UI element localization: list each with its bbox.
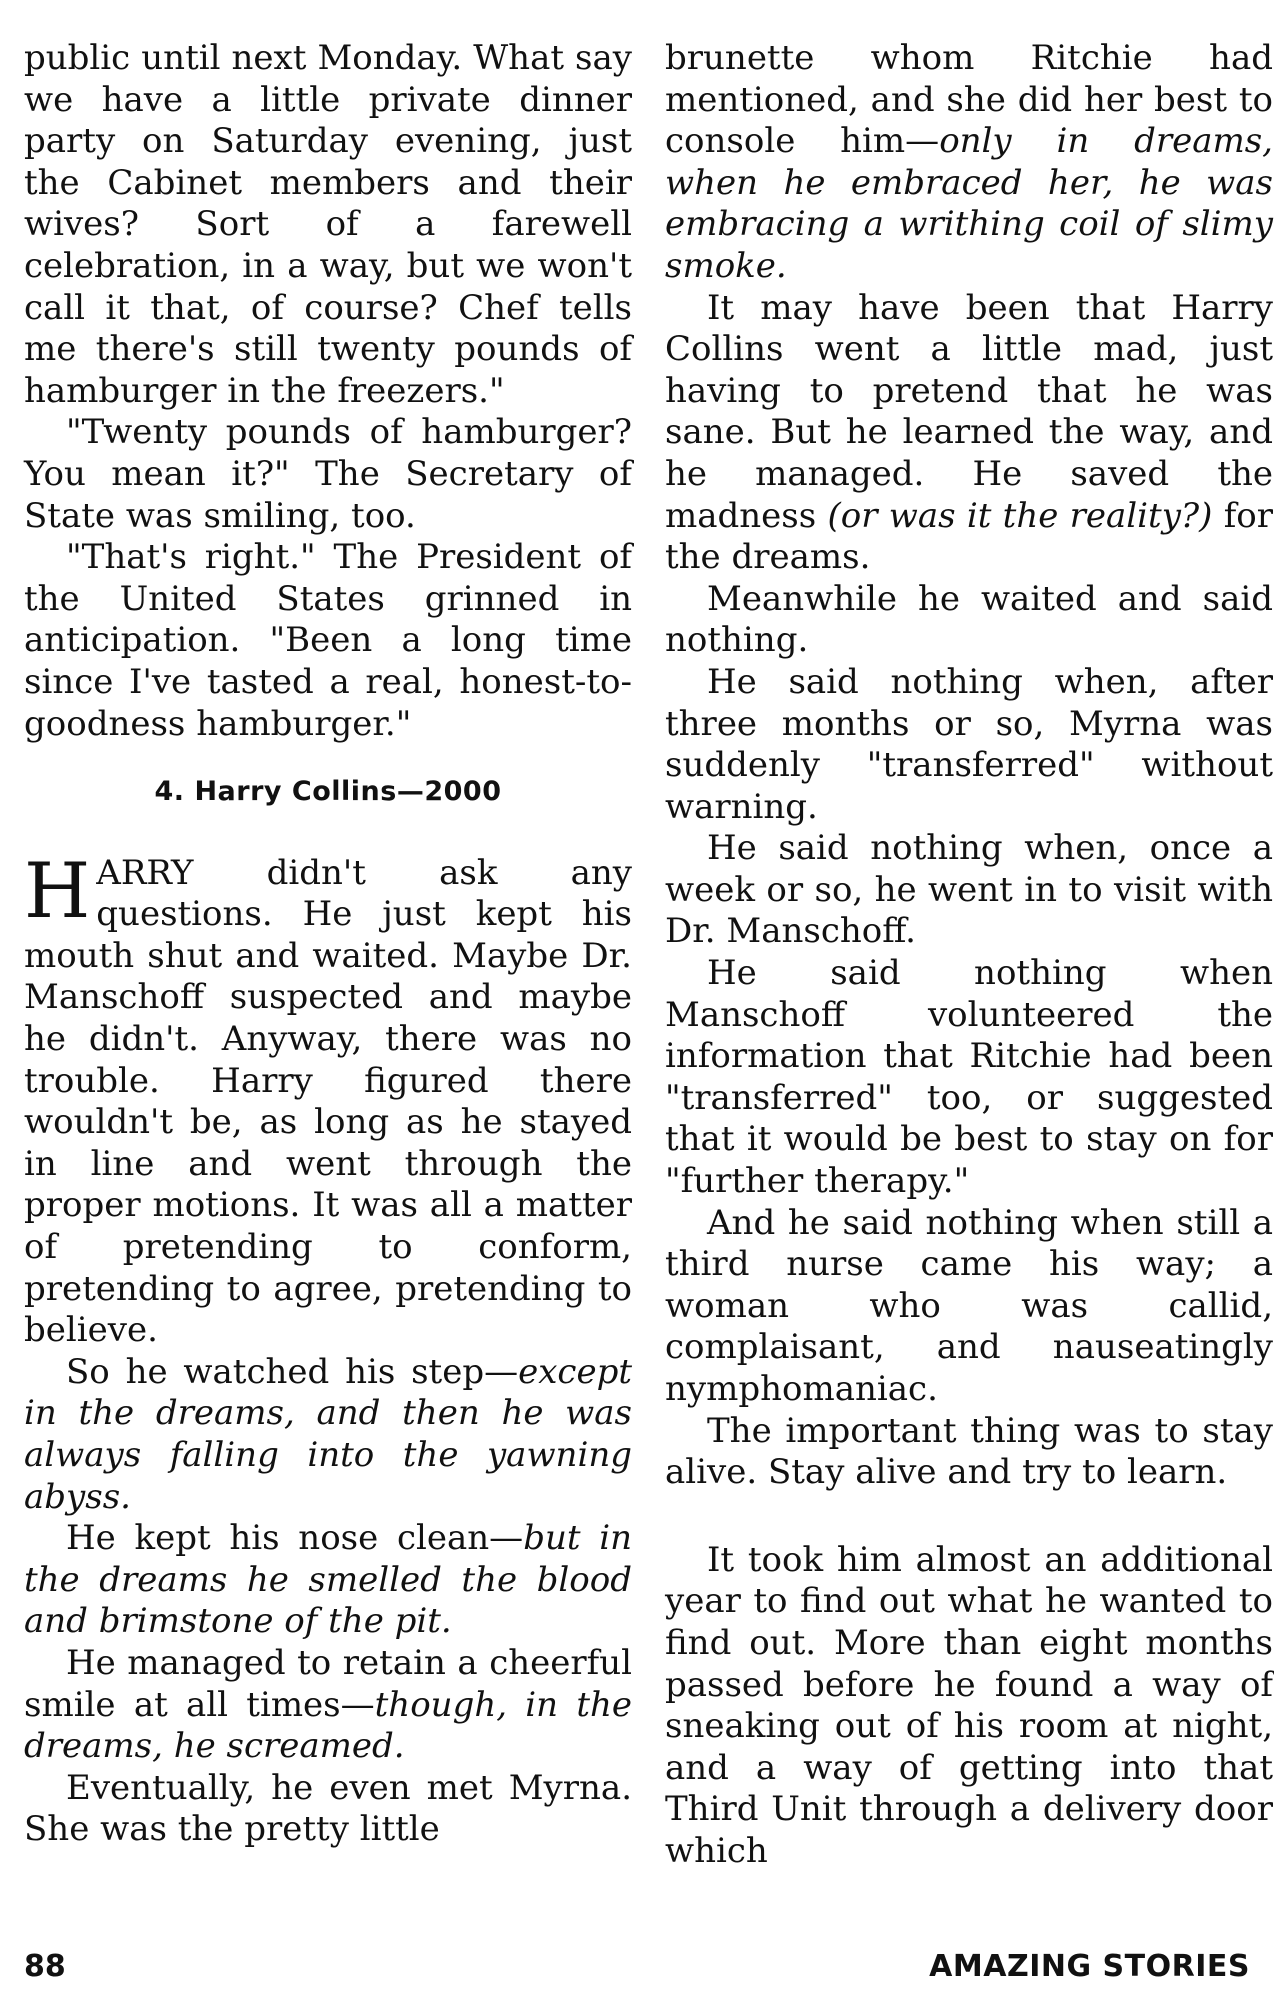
paragraph-text: He managed to retain a cheerful smile at all times—: [24, 1642, 632, 1725]
paragraph: "Twenty pounds of hamburger? You mean it?" The Secretary of State was smiling, too.: [24, 412, 632, 536]
paragraph: Meanwhile he waited and said nothing.: [665, 578, 1273, 661]
chapter-heading: 4. Harry Collins—2000: [154, 776, 502, 808]
paragraph-text: brunette whom Ritchie had mentioned, and she did her best to console him—: [665, 38, 1273, 162]
paragraph: He said nothing when Manschoff volunteered the information that Ritchie had been "transferred" too, or suggested that it would be best to stay on for "further therapy.": [665, 953, 1273, 1202]
paragraph: [665, 288, 1273, 579]
paragraph: public until next Monday. What say we have a little private dinner party on Saturday evening, just the Cabinet members and their wives? Sort of a farewell celebration, in a way, but we won't call it that, of course? Chef tells me there's still twenty pounds of hamburger in the freezers.": [24, 38, 632, 411]
page-number: 88: [24, 1949, 66, 1984]
paragraph-text: So he watched his step—: [66, 1351, 519, 1392]
drop-cap: H: [24, 845, 91, 935]
paragraph: Eventually, he even met Myrna. She was the pretty little: [24, 1767, 632, 1850]
italic-text: only in dreams, when he embraced her, he was embracing a writhing coil of slimy smoke.: [665, 121, 1273, 286]
right-column: [665, 38, 1273, 1873]
paragraph: [24, 1352, 632, 1518]
italic-text: (or was it the reality?): [827, 495, 1213, 536]
left-column: [24, 38, 632, 1851]
paragraph: "That's right." The President of the United States grinned in anticipation. "Been a long time since I've tasted a real, honest-to-goodness hamburger.": [24, 537, 632, 744]
paragraph: He said nothing when, after three months or so, Myrna was suddenly "transferred" without warning.: [665, 661, 1273, 827]
paragraph: And he said nothing when still a third nurse came his way; a woman who was callid, complaisant, and nauseatingly nymphomaniac.: [665, 1202, 1273, 1409]
paragraph: The important thing was to stay alive. Stay alive and try to learn.: [665, 1410, 1273, 1493]
italic-text: but in the dreams he smelled the blood and brimstone of the pit.: [24, 1518, 633, 1642]
paragraph: [24, 845, 632, 1352]
paragraph-text: He kept his nose clean—: [66, 1518, 524, 1559]
paragraph: [665, 38, 1273, 288]
paragraph: It took him almost an additional year to find out what he wanted to find out. More than eight months passed before he found a way of sneaking out of his room at night, and a way of getting into that Third Unit through a delivery door which: [665, 1539, 1273, 1871]
italic-text: though, in the dreams, he screamed.: [24, 1684, 633, 1767]
paragraph: [24, 1643, 632, 1768]
paragraph-text: It may have been that Harry Collins went a little mad, just having to pretend that he was sane. But he learned the way, and he managed. He saved the madness: [665, 287, 1273, 536]
paragraph: [24, 1518, 632, 1643]
paragraph-text: for the dreams.: [665, 495, 1273, 578]
paragraph-text: ARRY didn't ask any questions. He just kept his mouth shut and waited. Maybe Dr. Manschoff suspected and maybe he didn't. Anyway, there was no trouble. Harry figured there wouldn't be, as long as he stayed in line and went through the proper motions. It was all a matter of pretending to conform, pretending to agree, pretending to believe.: [24, 852, 632, 1351]
italic-text: except in the dreams, and then he was always falling into the yawning abyss.: [24, 1351, 632, 1517]
magazine-title: AMAZING STORIES: [929, 1949, 1250, 1984]
page-footer: [24, 1949, 1250, 1989]
paragraph: He said nothing when, once a week or so, he went in to visit with Dr. Manschoff.: [665, 828, 1273, 952]
